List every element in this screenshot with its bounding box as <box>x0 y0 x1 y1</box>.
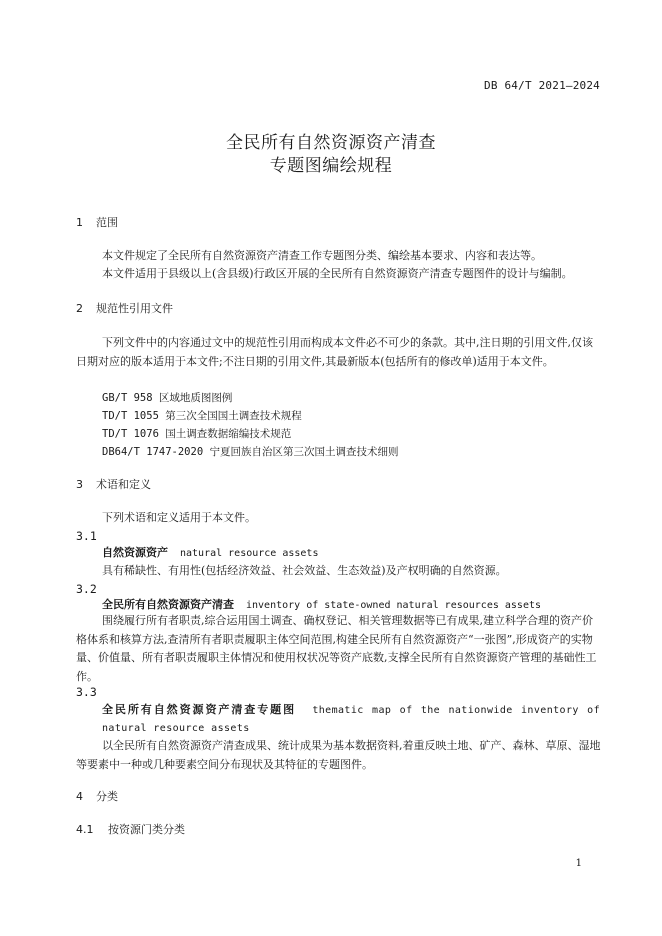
section-number: 4 <box>76 790 83 803</box>
subsection-4-1-heading <box>76 823 185 837</box>
section-number: 1 <box>76 216 83 229</box>
term-english: inventory of state-owned natural resources assets <box>246 600 542 611</box>
term-entry <box>102 701 600 737</box>
reference-item: DB64/T 1747-2020 宁夏回族自治区第三次国土调查技术细则 <box>102 446 399 458</box>
section-2-heading <box>76 302 173 316</box>
section-number: 2 <box>76 302 83 315</box>
reference-item: GB/T 958 区域地质图图例 <box>102 392 233 404</box>
term-chinese: 全民所有自然资源资产清查专题图 <box>102 703 297 716</box>
document-title-line-1: 全民所有自然资源资产清查 <box>226 133 436 153</box>
paragraph: 本文件规定了全民所有自然资源资产清查工作专题图分类、编绘基本要求、内容和表达等。 <box>102 249 542 262</box>
section-4-heading <box>76 790 118 804</box>
term-chinese: 全民所有自然资源资产清查 <box>102 598 234 611</box>
page-number: 1 <box>575 858 582 869</box>
term-english: thematic map of the nationwide inventory of natural resource assets <box>102 705 600 734</box>
section-3-heading <box>76 478 151 492</box>
paragraph: 下列术语和定义适用于本文件。 <box>102 511 256 524</box>
term-number: 3.3 <box>76 685 97 699</box>
section-number: 3 <box>76 478 83 491</box>
section-number: 4.1 <box>76 823 94 836</box>
term-definition: 以全民所有自然资源资产清查成果、统计成果为基本数据资料,着重反映土地、矿产、森林、草原、湿地等要素中一种或几种要素空间分布现状及其特征的专题图件。 <box>76 739 601 771</box>
term-entry <box>102 545 318 562</box>
section-title: 术语和定义 <box>96 478 151 491</box>
term-english: natural resource assets <box>180 548 319 559</box>
section-title: 分类 <box>96 790 118 803</box>
document-title-line-2: 专题图编绘规程 <box>269 156 393 176</box>
reference-item: TD/T 1076 国土调查数据缩编技术规范 <box>102 428 292 440</box>
term-number: 3.1 <box>76 529 97 543</box>
paragraph: 下列文件中的内容通过文中的规范性引用而构成本文件必不可少的条款。其中,注日期的引用文件,仅该日期对应的版本适用于本文件;不注日期的引用文件,其最新版本(包括所有的修改单)适用于本文件。 <box>76 336 593 368</box>
term-chinese: 自然资源资产 <box>102 546 168 559</box>
term-definition: 具有稀缺性、有用性(包括经济效益、社会效益、生态效益)及产权明确的自然资源。 <box>102 564 507 577</box>
section-title: 规范性引用文件 <box>96 302 173 315</box>
document-code: DB 64/T 2021—2024 <box>484 79 600 92</box>
paragraph: 本文件适用于县级以上(含县级)行政区开展的全民所有自然资源资产清查专题图件的设计与编制。 <box>102 267 573 280</box>
term-number: 3.2 <box>76 582 97 596</box>
term-definition: 围绕履行所有者职责,综合运用国土调查、确权登记、相关管理数据等已有成果,建立科学合理的资产价格体系和核算方法,查清所有者职责履职主体空间范围,构建全民所有自然资源资产“一张图”,形成资产的实物量、价值量、所有者职责履职主体情况和使用权状况等资产底数,支撑全民所有自然资源资产管理的基础性工作。 <box>76 614 597 683</box>
section-title: 按资源门类分类 <box>108 823 185 836</box>
reference-item: TD/T 1055 第三次全国国土调查技术规程 <box>102 410 302 422</box>
section-1-heading <box>76 216 118 230</box>
section-title: 范围 <box>96 216 118 229</box>
